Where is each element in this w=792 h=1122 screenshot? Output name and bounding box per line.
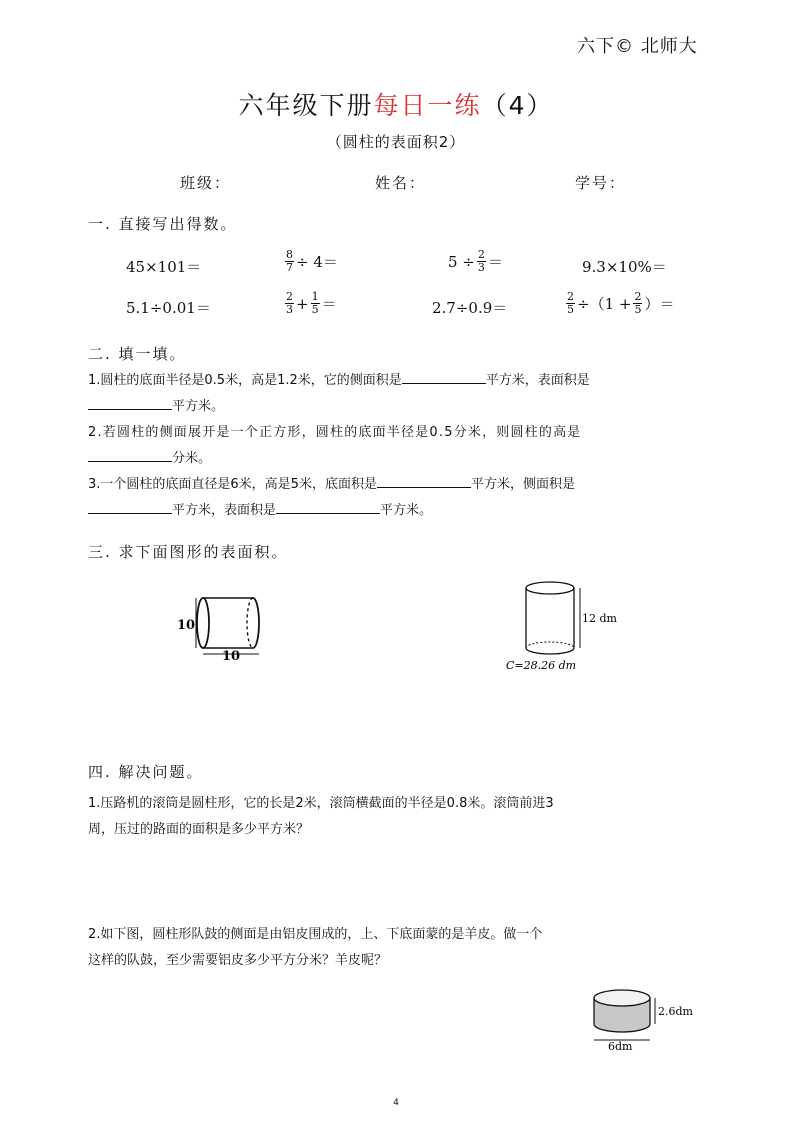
calc-6-denominator-1: 3: [286, 303, 293, 316]
calc-2-denominator: 7: [286, 261, 293, 274]
page-subtitle: （圆柱的表面积2）: [326, 133, 466, 151]
calc-3-denominator: 3: [477, 261, 485, 274]
solve-q2-line1: 2.如下图，圆柱形队鼓的侧面是由铝皮围成的，上、下底面蒙的是羊皮。做一个: [88, 927, 543, 942]
drum-figure: [582, 982, 702, 1054]
header-tag: 六下© 北师大: [577, 36, 698, 57]
calc-2-numerator: 8: [286, 248, 293, 261]
fig1-length-label: 10: [222, 649, 241, 662]
calc-6-denominator-2: 5: [311, 303, 319, 316]
fig1-right-front-arc: [253, 598, 259, 648]
section2-heading: 二. 填一填。: [88, 345, 187, 363]
fill-q3-blank-3[interactable]: [276, 499, 380, 514]
fill-q2-blank[interactable]: [88, 447, 172, 462]
calc-1-text: 45×101＝: [126, 258, 202, 276]
fill-q3-text-d: 平方米。: [380, 503, 433, 518]
fill-q3-blank-2[interactable]: [88, 499, 172, 514]
calc-4-text: 9.3×10%＝: [582, 258, 667, 276]
calc-4: [582, 256, 667, 277]
fill-q2-text-b: 分米。: [172, 451, 212, 466]
fill-q1-blank-1[interactable]: [402, 369, 486, 384]
calc-7-text: 2.7÷0.9＝: [432, 299, 508, 317]
fill-q2-line2: [88, 446, 211, 472]
section3-heading: 三. 求下面图形的表面积。: [88, 543, 289, 561]
calc-8-numerator-1: 2: [567, 290, 574, 303]
calc-5-text: 5.1÷0.01＝: [126, 299, 211, 317]
calc-2-fraction: [285, 249, 294, 274]
vertical-cylinder-figure: [500, 576, 620, 676]
calc-6-fraction-2: [311, 291, 320, 316]
calc-6-numerator-2: 1: [311, 290, 319, 303]
fig2-bottom-front-arc: [526, 648, 574, 654]
calc-6-fraction-1: [285, 291, 294, 316]
calc-8-denominator-1: 5: [567, 303, 574, 316]
fig1-right-hidden-arc: [247, 598, 253, 648]
calc-5: [126, 297, 211, 318]
fill-q3-line2: [88, 498, 432, 524]
calc-3-rest: ＝: [487, 253, 503, 271]
name-label: 姓名：: [375, 174, 427, 192]
calc-8-denominator-2: 5: [634, 303, 642, 316]
calc-7: [432, 297, 507, 318]
fill-q3-text-a: 3.一个圆柱的底面直径是6米，高是5米，底面积是: [88, 477, 377, 492]
page-number: 4: [393, 1098, 399, 1108]
fill-q3-line1: [88, 472, 575, 498]
calc-6: [283, 291, 337, 316]
title-main: 六年级下册: [238, 91, 374, 120]
fig1-height-label: 10: [177, 618, 196, 633]
horizontal-cylinder-figure: [172, 590, 272, 662]
calc-6-numerator-1: 2: [286, 290, 293, 303]
calc-2: [283, 249, 338, 274]
fig3-height-label: 2.6dm: [658, 1005, 693, 1018]
calc-8-numerator-2: 2: [634, 290, 642, 303]
calc-8-fraction-2: [633, 291, 642, 316]
fig2-circumference-label: C=28.26 dm: [506, 659, 577, 672]
fig1-left-ellipse: [197, 598, 209, 648]
fill-q1-line1: [88, 368, 590, 394]
fig2-top-ellipse: [526, 582, 574, 594]
fill-q3-text-b: 平方米，侧面积是: [470, 477, 575, 492]
solve-q2-line2: 这样的队鼓，至少需要铝皮多少平方分米？羊皮呢？: [88, 953, 388, 968]
calc-8-rest: ）＝: [644, 295, 675, 313]
solve-q1-line1: 1.压路机的滚筒是圆柱形，它的长是2米，滚筒横截面的半径是0.8米。滚筒前进3: [88, 796, 554, 811]
id-label: 学号：: [575, 174, 627, 192]
calc-6-operator: +: [296, 294, 309, 313]
calc-2-rest: ÷ 4＝: [296, 253, 338, 271]
class-label: 班级：: [180, 174, 232, 192]
calc-3: [448, 249, 503, 274]
page-title: [0, 86, 792, 122]
fill-q3-text-c: 平方米，表面积是: [172, 503, 277, 518]
calc-8-mid: ÷（1 +: [577, 295, 632, 313]
section1-heading: 一. 直接写出得数。: [88, 215, 238, 233]
calc-3-numerator: 2: [477, 248, 485, 261]
calc-8: [564, 291, 674, 316]
fig3-diameter-label: 6dm: [608, 1040, 633, 1053]
solve-q1-line2: 周，压过的路面的面积是多少平方米？: [88, 822, 310, 837]
fill-q1-blank-2[interactable]: [88, 395, 172, 410]
fill-q3-blank-1[interactable]: [377, 473, 471, 488]
fig3-drum-top: [594, 990, 650, 1006]
fill-q1-line2: [88, 394, 224, 420]
section4-heading: 四. 解决问题。: [88, 763, 204, 781]
calc-3-fraction: [477, 249, 486, 274]
fill-q1-text-b: 平方米，表面积是: [485, 373, 590, 388]
fill-q2-text-a: 2.若圆柱的侧面展开是一个正方形，圆柱的底面半径是0.5分米，则圆柱的高是: [88, 425, 582, 440]
fig2-bottom-hidden-arc: [526, 642, 574, 648]
title-suffix: （4）: [481, 91, 554, 120]
calc-3-pre: 5 ÷: [448, 252, 475, 271]
fill-q2-line1: [88, 420, 581, 446]
calc-1: [126, 256, 201, 277]
fill-q1-text-a: 1.圆柱的底面半径是0.5米，高是1.2米，它的侧面积是: [88, 373, 402, 388]
title-accent: 每日一练: [373, 91, 482, 120]
fill-q1-text-c: 平方米。: [172, 399, 225, 414]
calc-6-rest: ＝: [321, 295, 337, 313]
calc-8-fraction-1: [566, 291, 575, 316]
fig2-height-label: 12 dm: [582, 612, 617, 625]
